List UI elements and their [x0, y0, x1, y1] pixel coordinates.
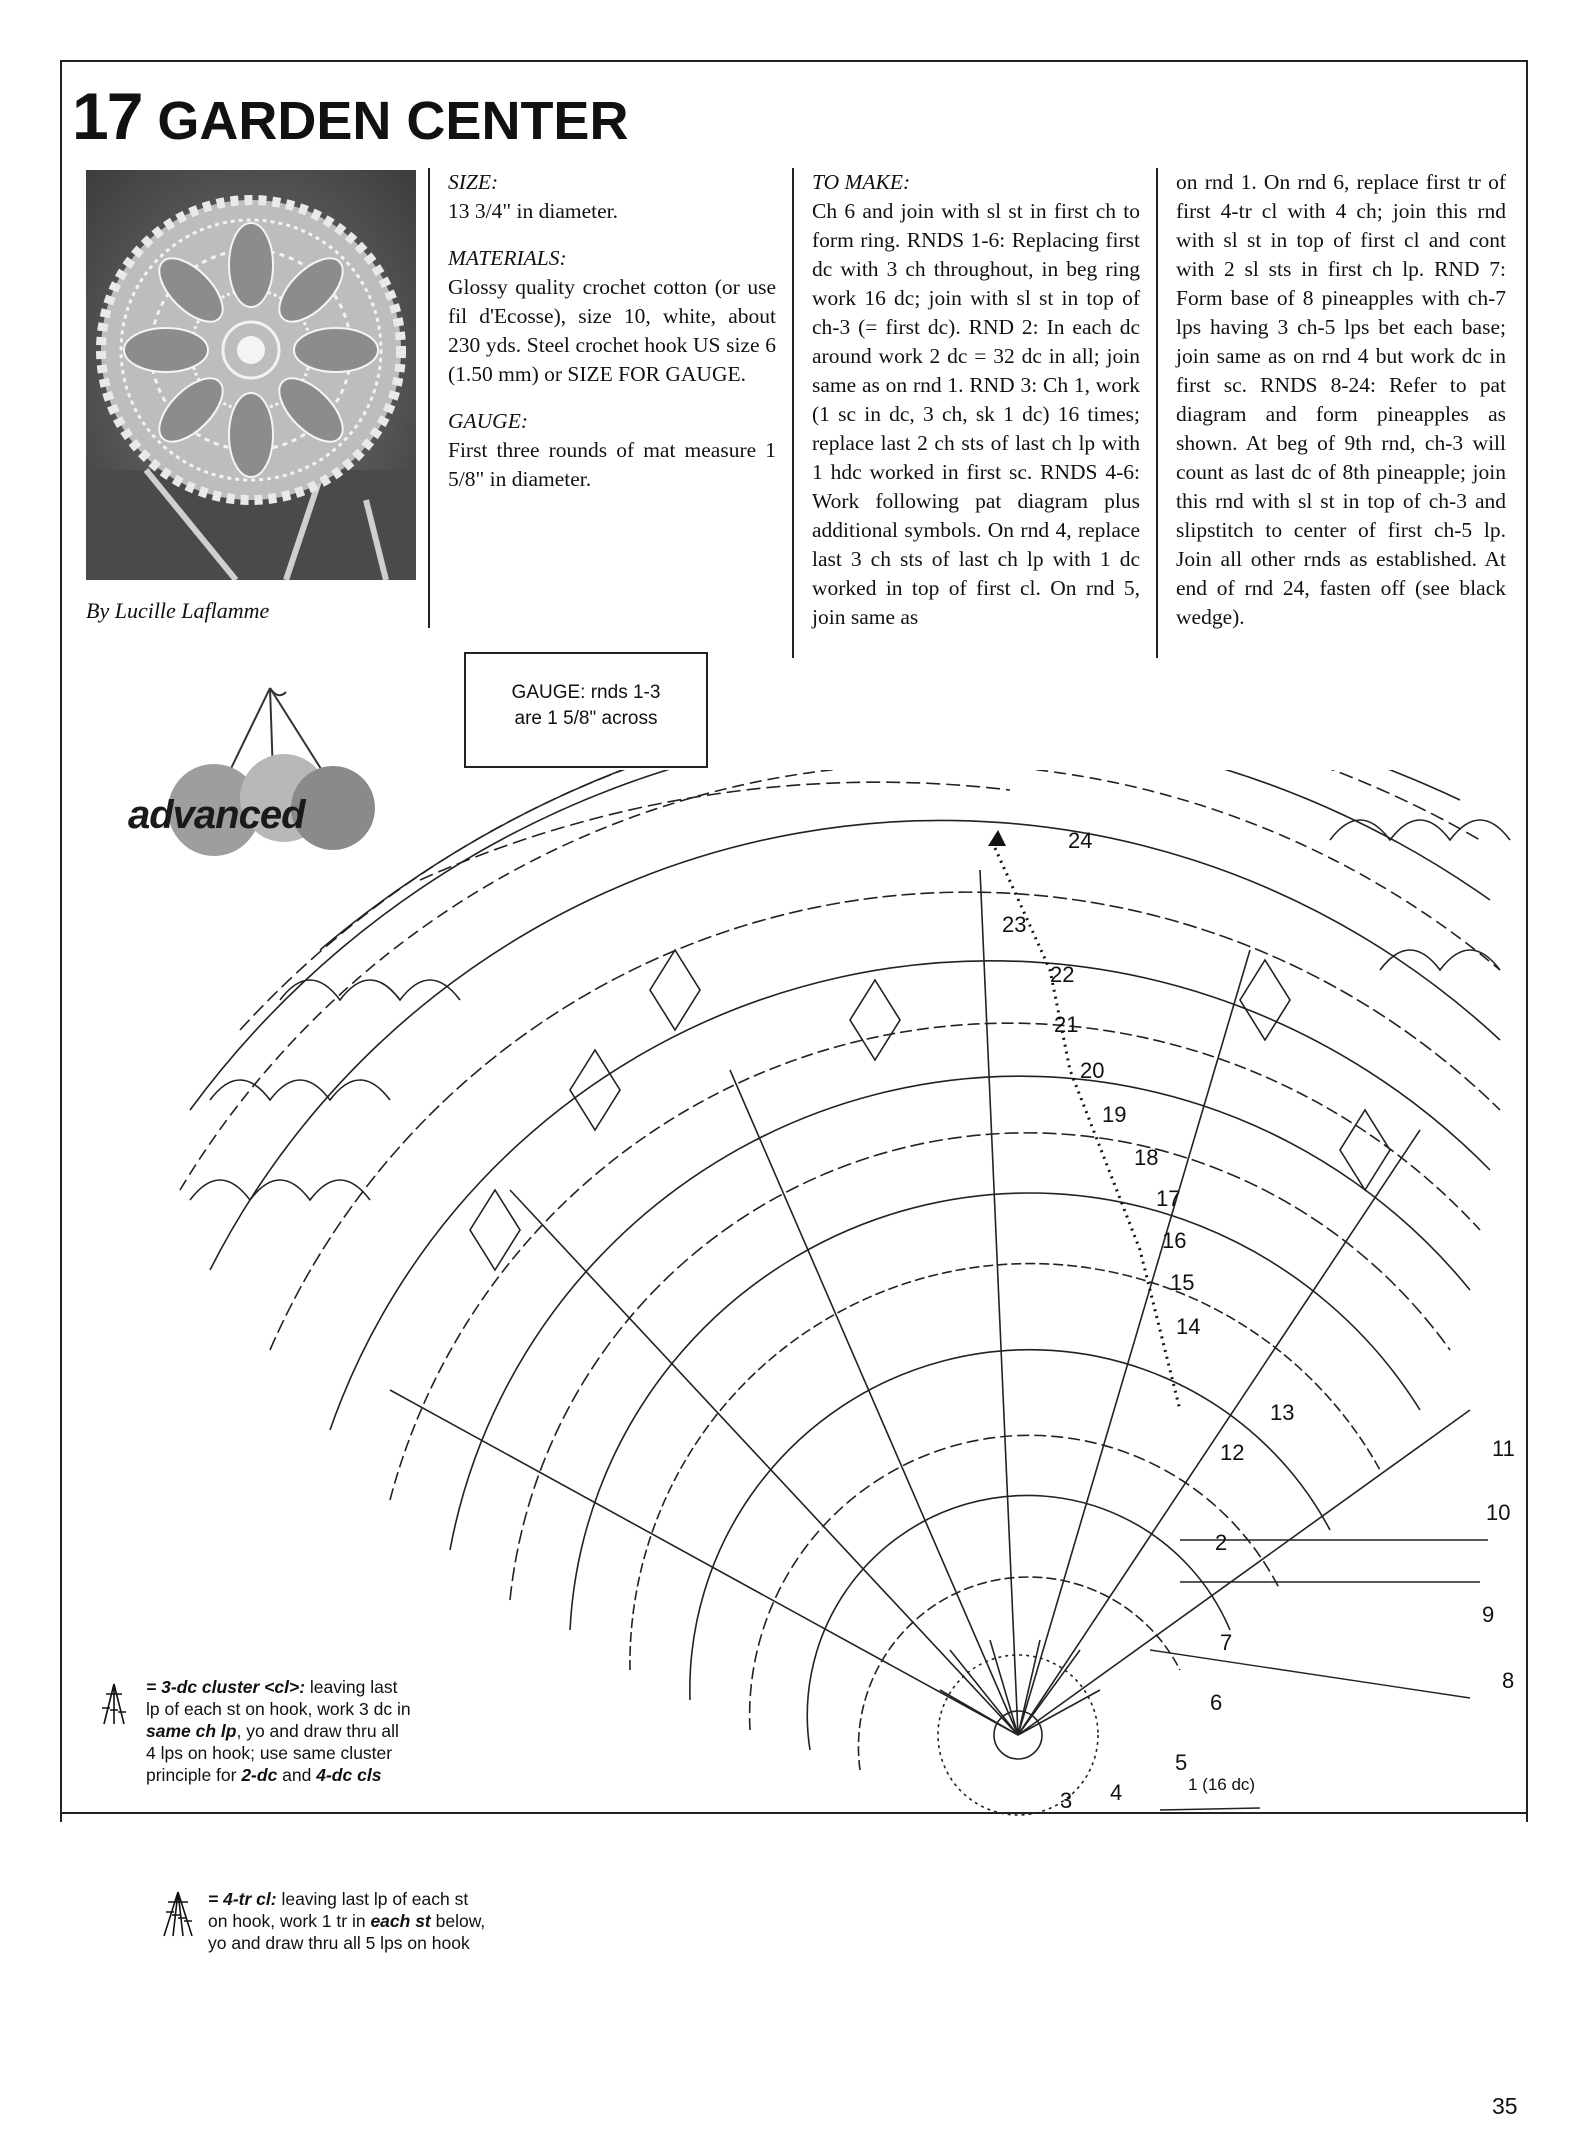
round-label: 15 [1170, 1270, 1195, 1295]
size-heading: SIZE: [448, 170, 499, 194]
round-label: 3 [1060, 1788, 1073, 1813]
round-label: 8 [1502, 1668, 1515, 1693]
to-make-heading: TO MAKE: [812, 170, 911, 194]
materials-text: Glossy quality crochet cotton (or use fil d'Ecosse), size 10, white, about 230 yds. Steel crochet hook US size 6 (1.50 mm) or SIZE FOR GAUGE. [448, 275, 776, 386]
round-label: 18 [1134, 1145, 1159, 1170]
legend-term: = 4-tr cl: [208, 1889, 277, 1909]
column-divider [1156, 168, 1158, 658]
gauge-callout-line-2: are 1 5/8" across [514, 708, 658, 729]
crochet-chart-diagram [90, 770, 1530, 1820]
round-label: 23 [1002, 912, 1027, 937]
legend-text: yo and draw thru all 5 lps on hook [208, 1933, 470, 1953]
to-make-text: Ch 6 and join with sl st in first ch to form ring. RNDS 1-6: Replacing first dc with 3 ch throughout, in beg ring work 16 dc; join with sl st in top of ch-3 (= first dc). RND 2: In each dc around work 2 dc = 32 dc in all; join same as on rnd 1. RND 3: Ch 1, work (1 sc in dc, 3 ch, sk 1 dc) 16 times; replace last 2 ch sts of last ch lp with 1 hdc worked in first sc. RNDS 4-6: Work following pat diagram plus additional symbols. On rnd 4, replace last 3 ch sts of last ch lp with 1 dc worked in top of first cl. On rnd 5, join same as [812, 199, 1140, 629]
round-label: 16 [1162, 1228, 1187, 1253]
round-label: 1 (16 dc) [1188, 1775, 1256, 1794]
round-label: 6 [1210, 1690, 1223, 1715]
legend-text: below, [430, 1911, 486, 1931]
column-divider [792, 168, 794, 658]
specs-column [448, 168, 776, 512]
designer-credit: By Lucille Laflamme [86, 598, 270, 623]
legend-text: principle for [146, 1765, 242, 1785]
legend-4tr-cluster [208, 1888, 568, 1954]
gauge-callout-line-1: GAUGE: rnds 1-3 [511, 682, 661, 703]
pattern-title [72, 78, 628, 154]
pattern-number: 17 [72, 79, 142, 153]
round-label: 21 [1054, 1012, 1079, 1037]
gauge-text: First three rounds of mat measure 1 5/8" in diameter. [448, 438, 776, 491]
round-label: 12 [1220, 1440, 1245, 1465]
gauge-heading: GAUGE: [448, 409, 529, 433]
round-label: 10 [1486, 1500, 1511, 1525]
legend-term: 2-dc [241, 1765, 278, 1785]
page-number: 35 [1492, 2093, 1518, 2119]
legend-term: = 3-dc cluster <cl>: [146, 1677, 306, 1697]
round-label: 2 [1215, 1530, 1228, 1555]
round-label: 13 [1270, 1400, 1295, 1425]
to-make-text-continued: on rnd 1. On rnd 6, replace first tr of first 4-tr cl with 4 ch; join this rnd with sl st in top of first cl and cont with 2 sl sts in first ch lp. RND 7: Form base of 8 pineapples with ch-7 lps having 3 ch-5 lps bet each base; join same as on rnd 4 but work dc in first sc. RNDS 8-24: Refer to pat diagram and form pineapples as shown. At beg of 9th rnd, ch-3 will count as last dc of 8th pineapple; join this rnd with sl st in top of ch-3 and slipstitch to center of first ch-5 lp. Join all other rnds as established. At end of rnd 24, fasten off (see black wedge). [1176, 170, 1506, 629]
round-label: 14 [1176, 1314, 1201, 1339]
legend-3dc-cluster [146, 1676, 486, 1786]
legend-term: 4-dc cls [316, 1765, 382, 1785]
tr-cluster-symbol-icon [160, 1888, 196, 1940]
round-label: 5 [1175, 1750, 1188, 1775]
instructions-column-2 [1176, 168, 1506, 650]
round-label: 20 [1080, 1058, 1105, 1083]
doily-photo-illustration [86, 170, 416, 580]
instructions-column-1 [812, 168, 1140, 650]
legend-text: leaving last lp of each st [281, 1889, 469, 1909]
size-text: 13 3/4" in diameter. [448, 199, 618, 223]
round-label: 4 [1110, 1780, 1123, 1805]
round-label: 11 [1492, 1436, 1515, 1461]
dc-cluster-symbol-icon [100, 1680, 128, 1728]
round-label: 19 [1102, 1102, 1127, 1127]
pattern-name: GARDEN CENTER [157, 91, 629, 151]
skill-level-badge: advanced [128, 793, 305, 837]
gauge-callout [464, 652, 708, 768]
round-label: 17 [1156, 1186, 1181, 1211]
round-label: 7 [1220, 1630, 1233, 1655]
legend-text: leaving last [309, 1677, 398, 1697]
legend-text: , yo and draw thru all [236, 1721, 399, 1741]
legend-text: and [277, 1765, 317, 1785]
legend-text: lp of each st on hook, work 3 dc in [146, 1699, 411, 1719]
round-label: 22 [1050, 962, 1075, 987]
materials-heading: MATERIALS: [448, 246, 567, 270]
legend-text: 4 lps on hook; use same cluster [146, 1743, 393, 1763]
legend-term: each st [370, 1911, 431, 1931]
round-label: 24 [1068, 828, 1093, 853]
doily-photo [86, 170, 416, 580]
round-label: 9 [1482, 1602, 1495, 1627]
legend-text: on hook, work 1 tr in [208, 1911, 371, 1931]
column-divider [428, 168, 430, 628]
legend-term: same ch lp [146, 1721, 237, 1741]
